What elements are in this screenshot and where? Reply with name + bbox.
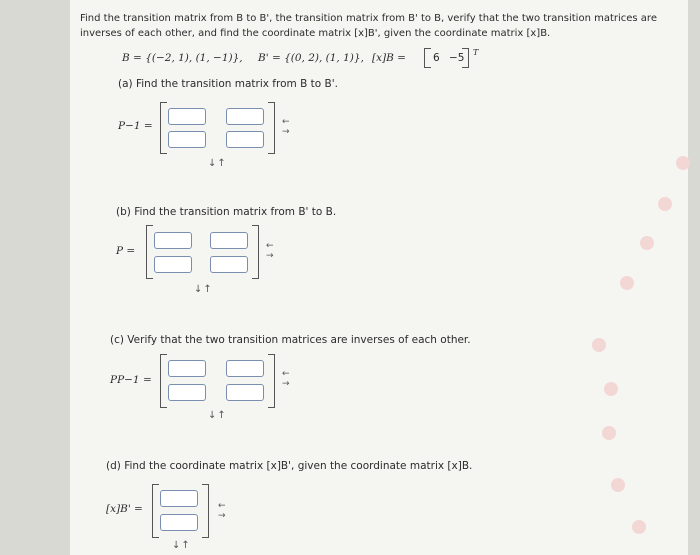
problem-line-1: Find the transition matrix from B to B', the transition matrix from B' to B, verify that the two transition matrices are xyxy=(80,13,657,24)
part-b-cell-r1c1[interactable] xyxy=(154,232,192,249)
part-c-label: PP−1 = xyxy=(110,374,152,386)
given-transpose: T xyxy=(473,48,479,57)
decor-dot xyxy=(632,520,646,534)
part-c-prompt: (c) Verify that the two transition matrices are inverses of each other. xyxy=(110,334,471,346)
part-b-row-resize-button[interactable]: ↓↑ xyxy=(194,284,213,295)
part-b-bracket-left xyxy=(146,225,153,279)
part-a-row-resize-button[interactable]: ↓↑ xyxy=(208,158,227,169)
part-d-row-resize-button[interactable]: ↓↑ xyxy=(172,540,191,551)
problem-line-2: inverses of each other, and find the coordinate matrix [x]B', given the coordinate matrix [x]B. xyxy=(80,28,551,39)
part-a-add-column-button[interactable]: ← xyxy=(282,117,290,127)
decor-dot xyxy=(604,382,618,396)
decor-dot xyxy=(592,338,606,352)
part-a-cell-r1c1[interactable] xyxy=(168,108,206,125)
part-b-label: P = xyxy=(116,245,136,257)
part-c-row-resize-button[interactable]: ↓↑ xyxy=(208,410,227,421)
part-c-cell-r2c2[interactable] xyxy=(226,384,264,401)
part-a-cell-r2c1[interactable] xyxy=(168,131,206,148)
given-bracket-right xyxy=(462,48,469,68)
decor-dot xyxy=(658,197,672,211)
part-b-cell-r2c1[interactable] xyxy=(154,256,192,273)
given-coord-label: [x]B = xyxy=(372,52,406,64)
part-d-add-column-button[interactable]: ← xyxy=(218,501,226,511)
part-d-bracket-left xyxy=(152,484,159,538)
part-d-bracket-right xyxy=(202,484,209,538)
given-coord-value-1: 6 xyxy=(433,52,440,64)
part-b-add-column-button[interactable]: ← xyxy=(266,241,274,251)
part-c-cell-r2c1[interactable] xyxy=(168,384,206,401)
part-a-cell-r1c2[interactable] xyxy=(226,108,264,125)
decor-dot xyxy=(620,276,634,290)
decor-dot xyxy=(611,478,625,492)
given-basis-bprime: B' = {(0, 2), (1, 1)}, xyxy=(258,52,364,64)
given-coord-value-2: −5 xyxy=(449,52,465,64)
part-d-prompt: (d) Find the coordinate matrix [x]B', given the coordinate matrix [x]B. xyxy=(106,460,473,472)
part-c-add-column-button[interactable]: ← xyxy=(282,369,290,379)
part-d-label: [x]B' = xyxy=(106,503,143,515)
part-c-cell-r1c1[interactable] xyxy=(168,360,206,377)
part-b-bracket-right xyxy=(252,225,259,279)
part-d-cell-r1[interactable] xyxy=(160,490,198,507)
given-bracket-left xyxy=(424,48,431,68)
decor-dot xyxy=(676,156,690,170)
part-b-cell-r2c2[interactable] xyxy=(210,256,248,273)
part-c-bracket-left xyxy=(160,354,167,408)
decor-dot xyxy=(640,236,654,250)
part-a-label: P−1 = xyxy=(118,120,153,132)
part-a-bracket-left xyxy=(160,102,167,154)
part-a-cell-r2c2[interactable] xyxy=(226,131,264,148)
given-basis-b: B = {(−2, 1), (1, −1)}, xyxy=(122,52,243,64)
part-b-remove-column-button[interactable]: → xyxy=(266,251,274,261)
part-c-remove-column-button[interactable]: → xyxy=(282,379,290,389)
part-a-bracket-right xyxy=(268,102,275,154)
part-d-cell-r2[interactable] xyxy=(160,514,198,531)
part-c-cell-r1c2[interactable] xyxy=(226,360,264,377)
part-b-cell-r1c2[interactable] xyxy=(210,232,248,249)
part-a-prompt: (a) Find the transition matrix from B to B'. xyxy=(118,78,338,90)
part-b-prompt: (b) Find the transition matrix from B' to B. xyxy=(116,206,337,218)
part-d-remove-column-button[interactable]: → xyxy=(218,511,226,521)
decor-dot xyxy=(602,426,616,440)
part-c-bracket-right xyxy=(268,354,275,408)
part-a-remove-column-button[interactable]: → xyxy=(282,127,290,137)
